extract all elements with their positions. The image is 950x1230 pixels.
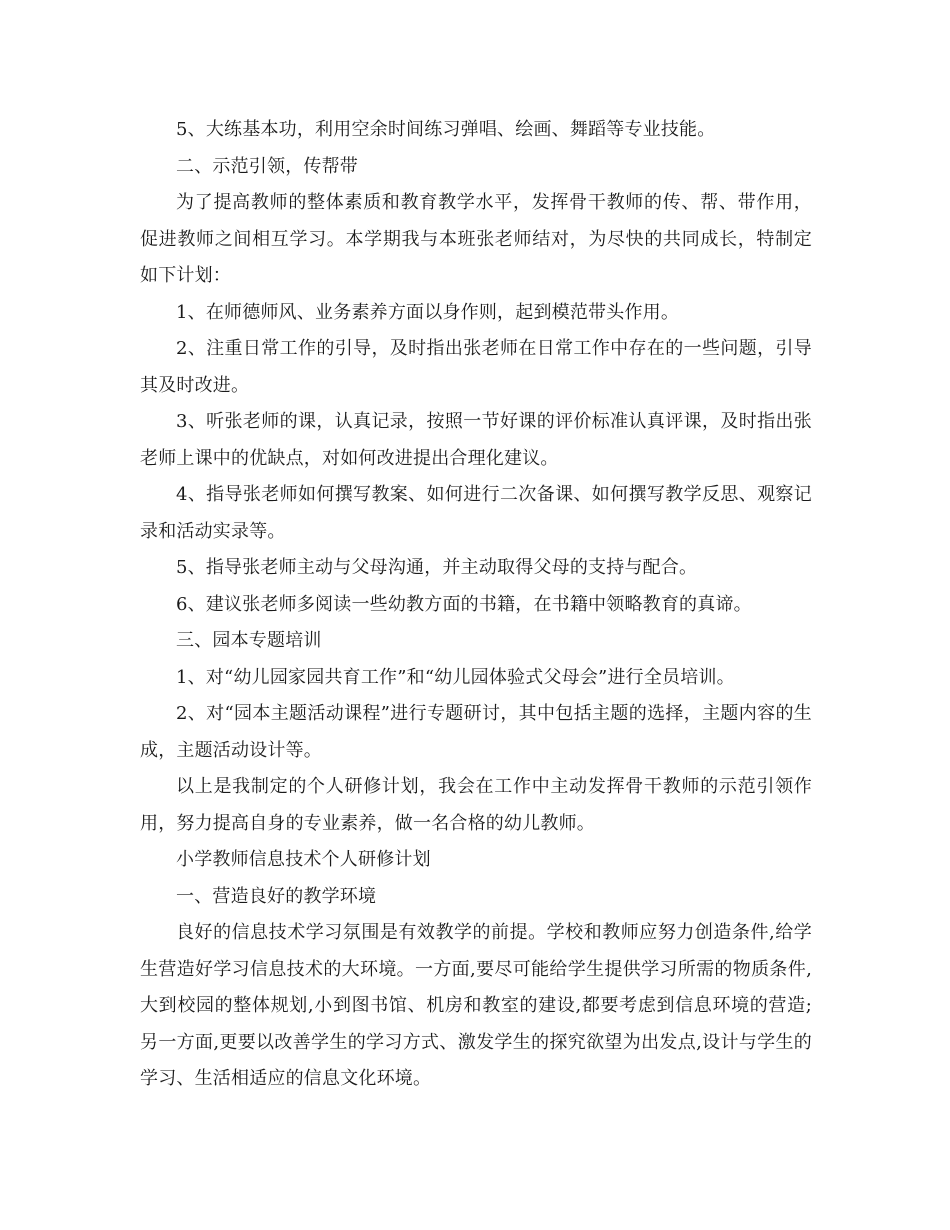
list-item-4: 4、指导张老师如何撰写教案、如何进行二次备课、如何撰写教学反思、观察记录和活动实录等。: [140, 484, 812, 542]
list-item-2: 2、注重日常工作的引导，及时指出张老师在日常工作中存在的一些问题，引导其及时改进。: [140, 338, 812, 396]
document-body: [140, 112, 812, 1098]
paragraph-conclusion: 以上是我制定的个人研修计划，我会在工作中主动发挥骨干教师的示范引领作用，努力提高自身的专业素养，做一名合格的幼儿教师。: [140, 776, 812, 834]
training-item-1: 1、对“幼儿园家园共育工作”和“幼儿园体验式父母会”进行全员培训。: [176, 666, 735, 688]
training-item-2: 2、对“园本主题活动课程”进行专题研讨，其中包括主题的选择，主题内容的生成，主题活动设计等。: [140, 703, 812, 761]
list-item-5: 5、指导张老师主动与父母沟通，并主动取得父母的支持与配合。: [176, 557, 698, 578]
list-item-6: 6、建议张老师多阅读一些幼教方面的书籍，在书籍中领略教育的真谛。: [176, 593, 752, 615]
paragraph-practice-skills: 5、大练基本功，利用空余时间练习弹唱、绘画、舞蹈等专业技能。: [176, 119, 716, 140]
paragraph-environment-body: 良好的信息技术学习氛围是有效教学的前提。学校和教师应努力创造条件,给学生营造好学习信息技术的大环境。一方面,要尽可能给学生提供学习所需的物质条件,大到校园的整体规划,小到图书馆、机房和教室的建设,都要考虑到信息环境的营造;另一方面,更要以改善学生的学习方式、激发学生的探究欲望为出发点,设计与学生的学习、生活相适应的信息文化环境。: [140, 922, 812, 1089]
paragraph-mentoring-intro: 为了提高教师的整体素质和教育教学水平，发挥骨干教师的传、帮、带作用，促进教师之间相互学习。本学期我与本班张老师结对，为尽快的共同成长，特制定如下计划：: [140, 192, 812, 286]
list-item-1: 1、在师德师风、业务素养方面以身作则，起到模范带头作用。: [176, 301, 680, 323]
heading-teaching-environment: 一、营造良好的教学环境: [176, 885, 377, 907]
heading-demonstration-mentoring: 二、示范引领，传帮带: [176, 155, 358, 177]
heading-school-training: 三、园本专题培训: [176, 630, 322, 651]
list-item-3: 3、听张老师的课，认真记录，按照一节好课的评价标准认真评课，及时指出张老师上课中的优缺点，对如何改进提出合理化建议。: [140, 411, 812, 469]
section-title-it-plan: 小学教师信息技术个人研修计划: [176, 849, 431, 870]
